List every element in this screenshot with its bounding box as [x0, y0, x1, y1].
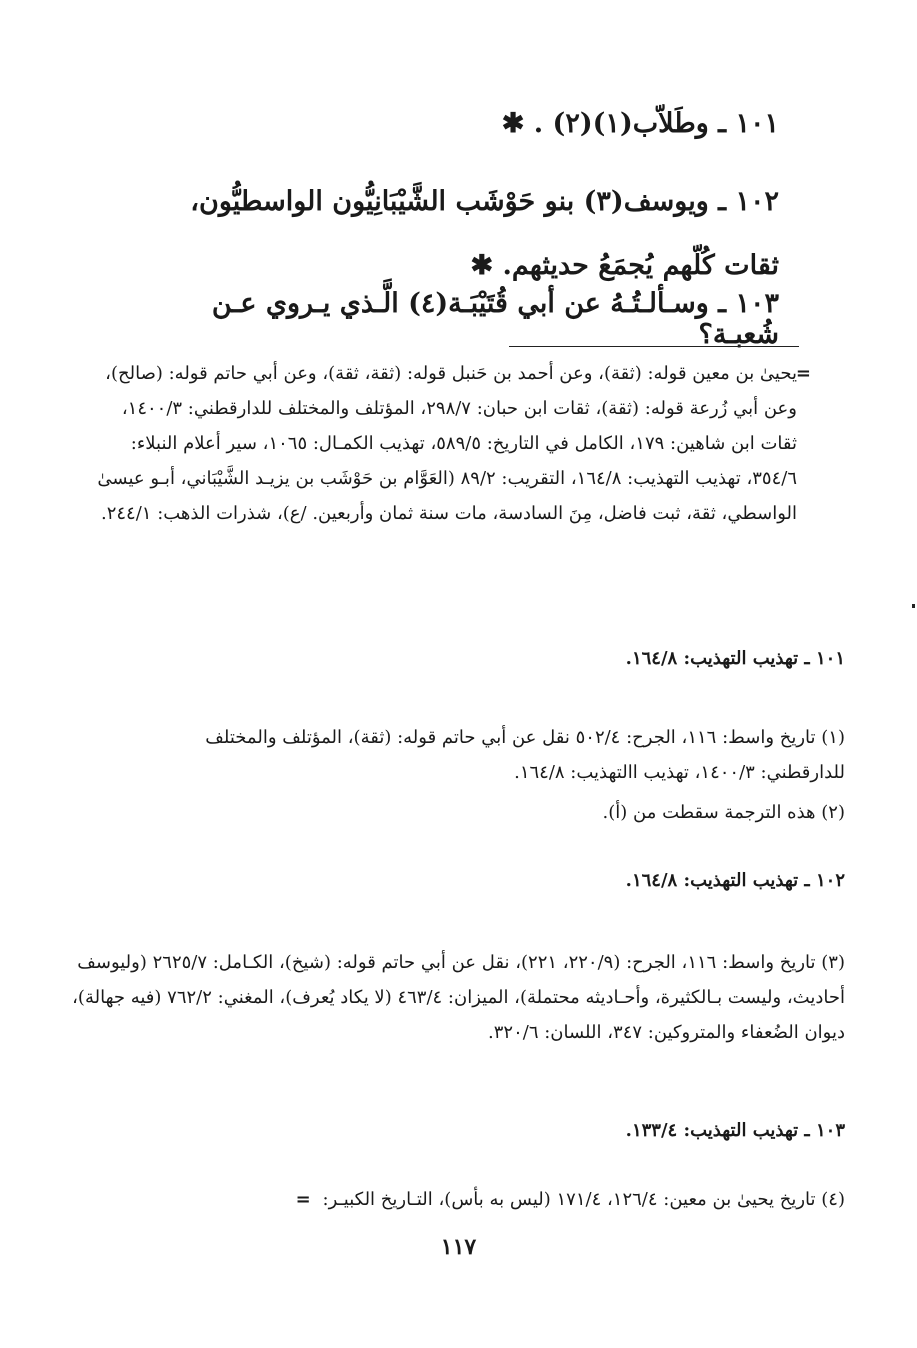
source-102: ١٠٢ ـ تهذيب التهذيب: ١٦٤/٨.: [625, 870, 845, 891]
continuation-text: يحيىٰ بن معين قوله: (ثقة)، وعن أحمد بن حَنبل قوله: (ثقة، ثقة)، وعن أبي حاتم قوله: (صالح)، وعن أبي زُرعة قوله: (ثقة)، ثقات ابن حبان: ٢٩٨/٧، المؤتلف والمختلف للدارقطني: ١٤٠٠/٣، ثقات ابن شاهين: ١٧٩، الكامل في التاريخ: ٥٨٩/٥، تهذيب الكمـال: ١٠٦٥، سير أعلام النبلاء: ٣٥٤/٦، تهذيب التهذيب: ١٦٤/٨، التقريب: ٨٩/٢ (العَوَّام بن حَوْشَب بن يزيـد الشَّيْبَاني، أبـو عيسىٰ الواسطي، ثقة، ثبت فاضل، مِنَ السادسة، مات سنة ثمان وأربعين. /ع)، شذرات الذهب: ٢٤٤/١.: [97, 363, 797, 524]
footnote-4: [70, 1182, 845, 1217]
continuation-marker: =: [795, 363, 811, 384]
entry-103: ١٠٣ ـ وسـألـتُـهُ عن أبي قُتَيْبَـة(٤) الَّـذي يـروي عـن شُعبـة؟: [211, 288, 779, 350]
continued-marker: =: [295, 1189, 311, 1210]
source-101: ١٠١ ـ تهذيب التهذيب: ١٦٤/٨.: [625, 648, 845, 669]
footnote-1: (١) تاريخ واسط: ١١٦، الجرح: ٥٠٢/٤ نقل عن أبي حاتم قوله: (ثقة)، المؤتلف والمختلف للدارقطني: ١٤٠٠/٣، تهذيب االتهذيب: ١٦٤/٨.: [205, 727, 845, 783]
footnote-4-text: (٤) تاريخ يحيىٰ بن معين: ١٢٦/٤، ١٧١/٤ (ليس به بأس)، التـاريخ الكبيـر:: [322, 1189, 845, 1210]
scan-speck: [912, 604, 915, 608]
footnote-continuation: [97, 356, 811, 531]
source-103: ١٠٣ ـ تهذيب التهذيب: ١٣٣/٤.: [625, 1120, 845, 1141]
entry-102: ١٠٢ ـ ويوسف(٣) بنو حَوْشَب الشَّيْبَانِيُّون الواسطيُّون، ثقات كُلّهم يُجمَعُ حديثهم. ✱: [190, 186, 779, 281]
footnote-2: (٢) هذه الترجمة سقطت من (أ).: [602, 802, 845, 823]
footnote-separator: [509, 346, 799, 347]
entry-101: ١٠١ ـ وطَلاّب(١)(٢) . ✱: [501, 108, 779, 139]
page-number: ١١٧: [440, 1234, 477, 1260]
footnote-3: (٣) تاريخ واسط: ١١٦، الجرح: (٢٢٠/٩، ٢٢١)، نقل عن أبي حاتم قوله: (شيخ)، الكـامل: ٢٦٢٥/٧ (وليوسف أحاديث، وليست بـالكثيرة، وأحـاديثه محتملة)، الميزان: ٤٦٣/٤ (لا يكاد يُعرف)، المغني: ٧٦٢/٢ (فيه جهالة)، ديوان الضُعفاء والمتروكين: ٣٤٧، اللسان: ٣٢٠/٦.: [72, 952, 845, 1043]
